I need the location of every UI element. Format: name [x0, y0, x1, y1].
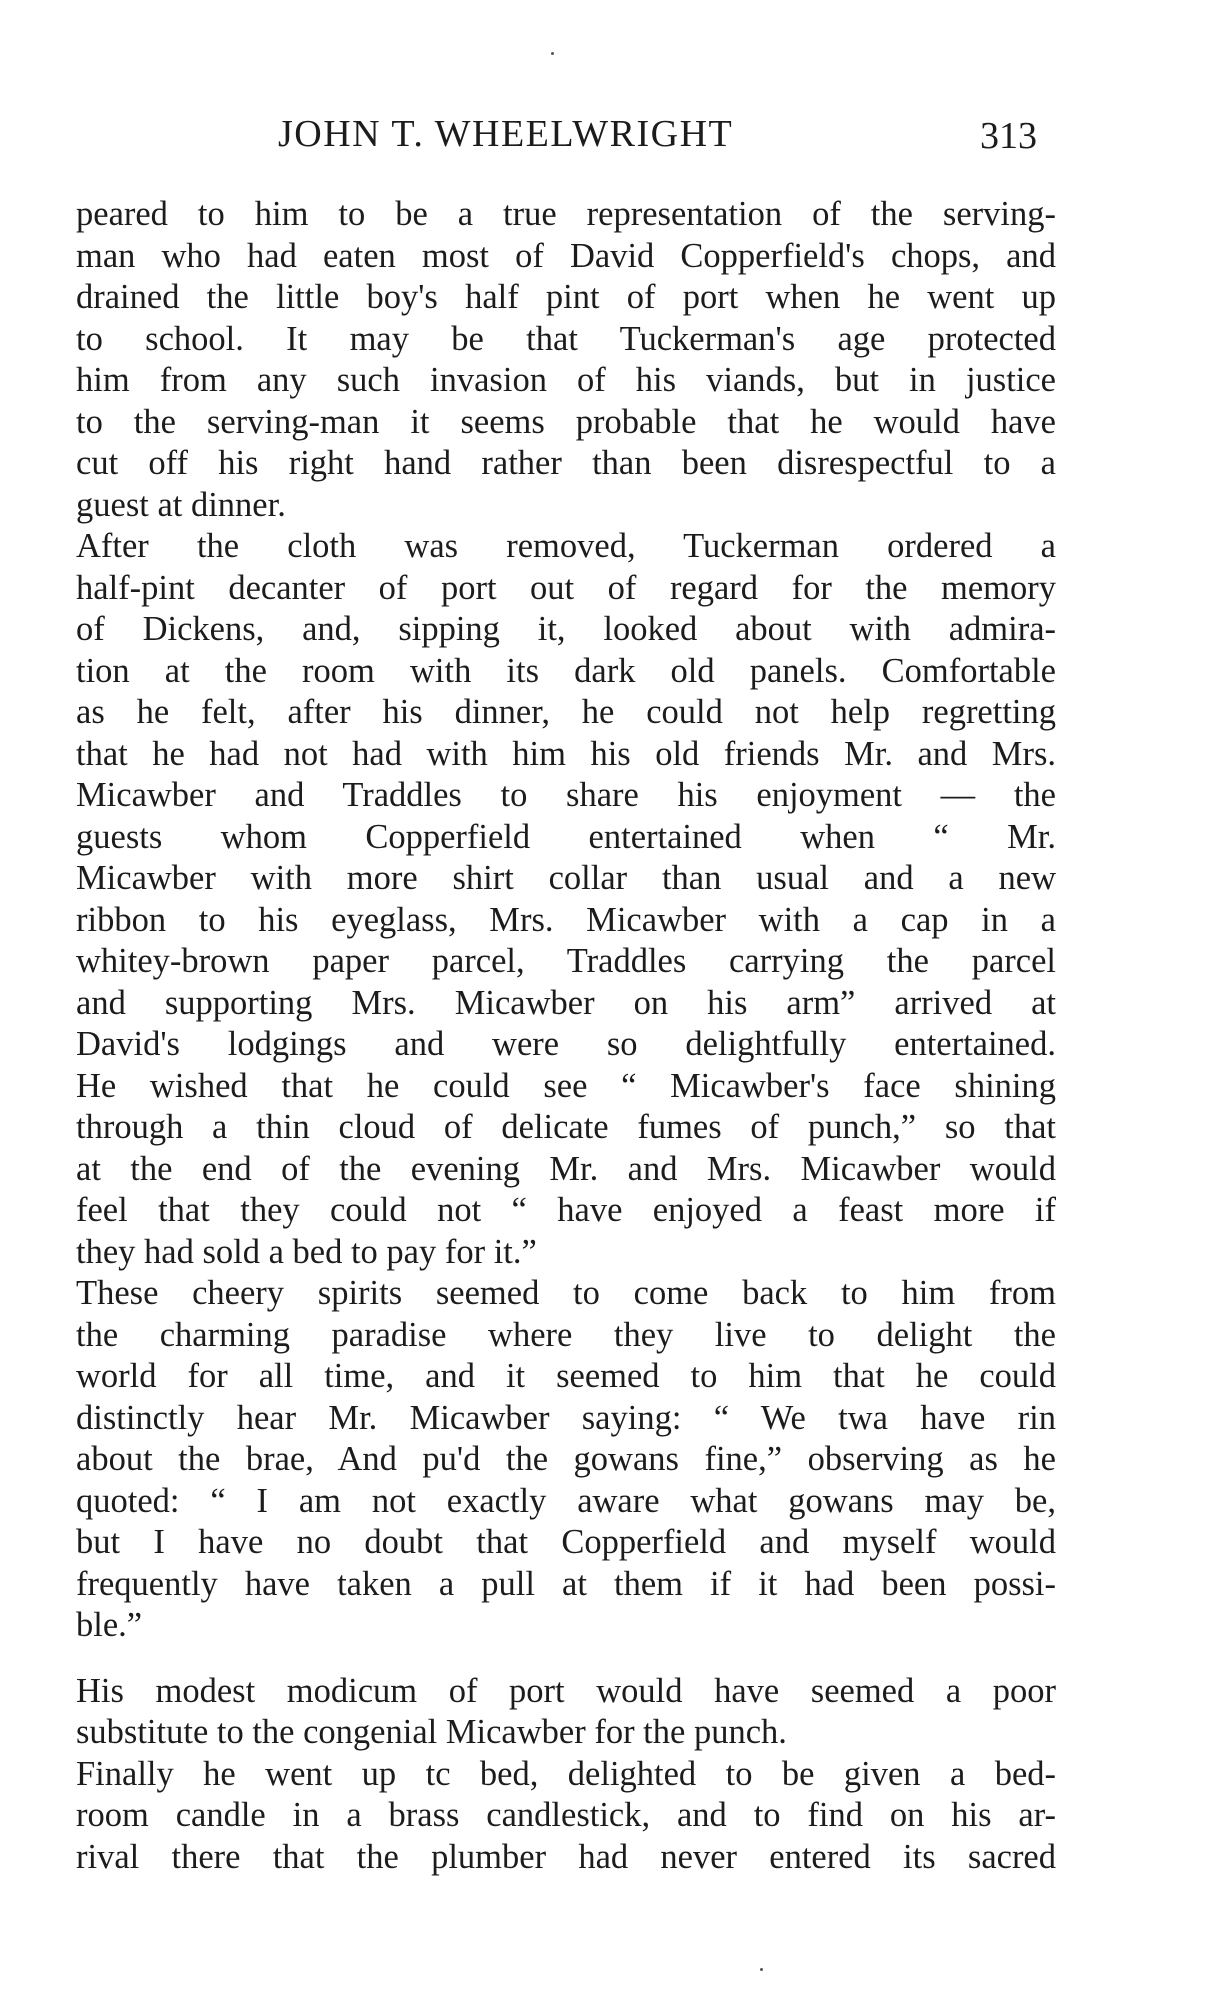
text-line: that he had not had with him his old friends Mr. and Mrs.	[76, 734, 1056, 773]
text-line: Micawber and Traddles to share his enjoyment — the	[76, 776, 1056, 814]
text-line: man who had eaten most of David Copperfield's chops, and	[76, 236, 1056, 275]
paragraph-2	[76, 526, 1056, 1273]
text-line: as he felt, after his dinner, he could not help regretting	[76, 693, 1056, 731]
text-line: rival there that the plumber had never entered its sacred	[76, 1837, 1056, 1876]
text-line: These cheery spirits seemed to come back to him from	[76, 1274, 1056, 1312]
text-line: of Dickens, and, sipping it, looked about with admira-	[76, 610, 1056, 648]
text-line: quoted: “ I am not exactly aware what gowans may be,	[76, 1481, 1056, 1520]
page-header	[0, 108, 1220, 168]
text-line: After the cloth was removed, Tuckerman ordered a	[76, 527, 1056, 565]
text-line: at the end of the evening Mr. and Mrs. Micawber would	[76, 1149, 1056, 1188]
text-line: through a thin cloud of delicate fumes of punch,” so that	[76, 1108, 1056, 1146]
text-line: ble.”	[76, 1606, 143, 1644]
paper-speck	[760, 1968, 763, 1971]
text-line: whitey-brown paper parcel, Traddles carrying the parcel	[76, 942, 1056, 980]
text-line: tion at the room with its dark old panels. Comfortable	[76, 651, 1056, 690]
text-line: guests whom Copperfield entertained when “ Mr.	[76, 817, 1056, 856]
text-line: to school. It may be that Tuckerman's age protected	[76, 319, 1056, 358]
paper-speck	[551, 52, 554, 55]
text-line: feel that they could not “ have enjoyed a feast more if	[76, 1191, 1056, 1229]
text-line: His modest modicum of port would have seemed a poor	[76, 1671, 1056, 1710]
text-line: substitute to the congenial Micawber for the punch.	[76, 1713, 787, 1751]
body-text	[76, 194, 1056, 1878]
text-line: the charming paradise where they live to delight the	[76, 1315, 1056, 1354]
paragraph-gap	[76, 1647, 1056, 1671]
paragraph-1	[76, 194, 1056, 526]
text-line: him from any such invasion of his viands, but in justice	[76, 361, 1056, 399]
text-line: to the serving-man it seems probable that he would have	[76, 402, 1056, 441]
text-line: Finally he went up tc bed, delighted to be given a bed-	[76, 1754, 1056, 1793]
paragraph-4	[76, 1671, 1056, 1754]
text-line: He wished that he could see “ Micawber's face shining	[76, 1066, 1056, 1105]
paragraph-3	[76, 1273, 1056, 1647]
text-line: David's lodgings and were so delightfully entertained.	[76, 1025, 1056, 1063]
text-line: Micawber with more shirt collar than usual and a new	[76, 859, 1056, 897]
text-line: distinctly hear Mr. Micawber saying: “ We twa have rin	[76, 1398, 1056, 1437]
text-line: frequently have taken a pull at them if it had been possi-	[76, 1564, 1056, 1603]
text-line: guest at dinner.	[76, 485, 286, 524]
text-line: peared to him to be a true representation of the serving-	[76, 195, 1056, 233]
text-line: and supporting Mrs. Micawber on his arm” arrived at	[76, 983, 1056, 1022]
text-line: half-pint decanter of port out of regard for the memory	[76, 568, 1056, 607]
page-number: 313	[980, 115, 1037, 157]
text-line: ribbon to his eyeglass, Mrs. Micawber with a cap in a	[76, 900, 1056, 939]
text-line: room candle in a brass candlestick, and to find on his ar-	[76, 1796, 1056, 1834]
running-head: JOHN T. WHEELWRIGHT	[278, 113, 734, 155]
text-line: they had sold a bed to pay for it.”	[76, 1232, 537, 1271]
paragraph-5	[76, 1754, 1056, 1879]
text-line: cut off his right hand rather than been disrespectful to a	[76, 444, 1056, 482]
text-line: world for all time, and it seemed to him that he could	[76, 1357, 1056, 1395]
text-line: about the brae, And pu'd the gowans fine,” observing as he	[76, 1440, 1056, 1478]
text-line: but I have no doubt that Copperfield and myself would	[76, 1523, 1056, 1561]
text-line: drained the little boy's half pint of port when he went up	[76, 278, 1056, 316]
